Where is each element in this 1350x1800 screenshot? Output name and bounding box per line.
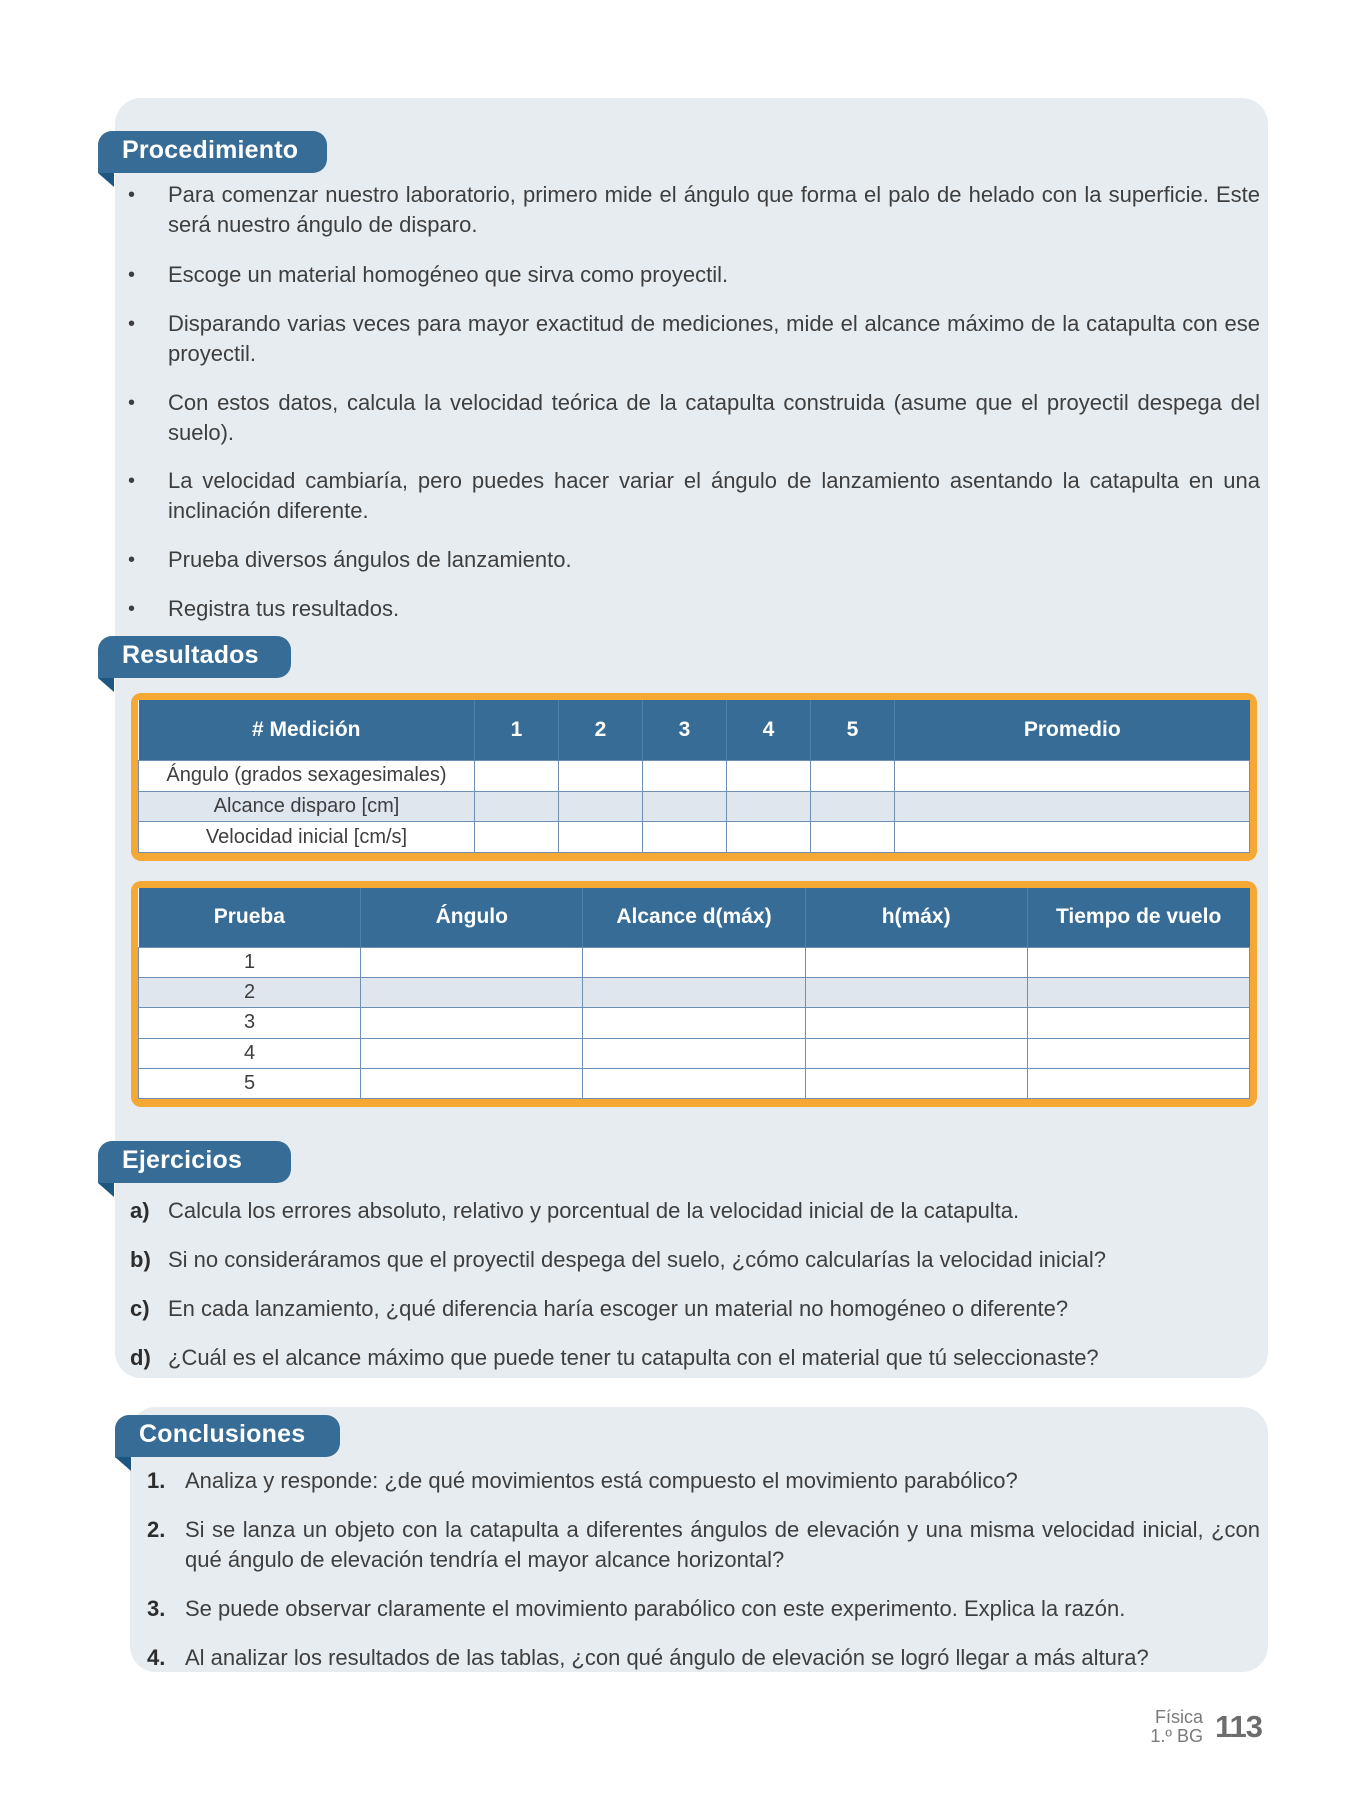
table-row [139,1068,1250,1098]
column-header: 5 [811,700,895,760]
list-item: 1. Analiza y responde: ¿de qué movimientos está compuesto el movimiento parabólico? [147,1468,1018,1493]
empty-cell[interactable] [1027,947,1249,977]
empty-cell[interactable] [805,978,1027,1008]
list-item: • Escoge un material homogéneo que sirva como proyectil. [120,260,1260,290]
row-label: 3 [139,1008,361,1038]
row-label: Alcance disparo [cm] [139,791,475,822]
trials-table-frame [131,881,1257,1107]
bullet-icon: • [128,392,136,414]
row-label: 1 [139,947,361,977]
bullet-icon: • [128,470,136,492]
column-header: Alcance d(máx) [583,888,805,947]
empty-cell[interactable] [1027,1008,1249,1038]
empty-cell[interactable] [727,822,811,853]
list-item: 4. Al analizar los resultados de las tablas, ¿con qué ángulo de elevación se logró llegar a más altura? [147,1645,1149,1670]
empty-cell[interactable] [643,822,727,853]
section-title-resultados: Resultados [98,636,291,678]
row-label: 2 [139,978,361,1008]
table-header-row [139,700,1250,760]
empty-cell[interactable] [583,1008,805,1038]
empty-cell[interactable] [1027,978,1249,1008]
bullet-icon: • [128,184,136,206]
empty-cell[interactable] [811,822,895,853]
column-header: # Medición [139,700,475,760]
empty-cell[interactable] [583,947,805,977]
column-header: 4 [727,700,811,760]
section-title-procedimiento: Procedimiento [98,131,327,173]
empty-cell[interactable] [559,760,643,791]
measurement-table [138,700,1250,853]
row-label: 5 [139,1068,361,1098]
bullet-icon: • [128,549,136,571]
table-row [139,760,1250,791]
column-header: 1 [475,700,559,760]
list-item: d) ¿Cuál es el alcance máximo que puede tener tu catapulta con el material que tú seleccionaste? [130,1345,1099,1370]
measurement-table-frame [131,693,1257,861]
empty-cell[interactable] [361,1068,583,1098]
bullet-icon: • [128,598,136,620]
empty-cell[interactable] [1027,1038,1249,1068]
empty-cell[interactable] [361,947,583,977]
list-item: • Prueba diversos ángulos de lanzamiento. [120,545,1260,575]
column-header: Tiempo de vuelo [1027,888,1249,947]
empty-cell[interactable] [805,947,1027,977]
bullet-icon: • [128,313,136,335]
list-item: • Con estos datos, calcula la velocidad teórica de la catapulta construida (asume que el proyectil despega del suelo). [120,388,1260,448]
section-title-conclusiones: Conclusiones [115,1415,340,1457]
empty-cell[interactable] [727,791,811,822]
list-item: • La velocidad cambiaría, pero puedes hacer variar el ángulo de lanzamiento asentando la catapulta en una inclinación diferente. [120,466,1260,526]
empty-cell[interactable] [643,760,727,791]
table-row [139,1038,1250,1068]
list-item: a) Calcula los errores absoluto, relativo y porcentual de la velocidad inicial de la catapulta. [130,1198,1020,1223]
page-footer [1150,1708,1262,1746]
empty-cell[interactable] [475,760,559,791]
row-label: Velocidad inicial [cm/s] [139,822,475,853]
column-header: Ángulo [361,888,583,947]
empty-cell[interactable] [1027,1068,1249,1098]
column-header: 2 [559,700,643,760]
list-item: b) Si no consideráramos que el proyectil despega del suelo, ¿cómo calcularías la velocidad inicial? [130,1247,1106,1272]
empty-cell[interactable] [727,760,811,791]
column-header: 3 [643,700,727,760]
empty-cell[interactable] [361,1038,583,1068]
table-header-row [139,888,1250,947]
empty-cell[interactable] [811,791,895,822]
list-item: 3. Se puede observar claramente el movimiento parabólico con este experimento. Explica la razón. [147,1596,1126,1621]
empty-cell[interactable] [559,822,643,853]
table-row [139,947,1250,977]
column-header: Promedio [895,700,1250,760]
table-row [139,978,1250,1008]
empty-cell[interactable] [559,791,643,822]
empty-cell[interactable] [895,791,1250,822]
row-label: Ángulo (grados sexagesimales) [139,760,475,791]
list-item: • Registra tus resultados. [120,594,1260,624]
empty-cell[interactable] [475,822,559,853]
empty-cell[interactable] [805,1008,1027,1038]
subject-label: Física [1154,1707,1203,1727]
empty-cell[interactable] [583,1038,805,1068]
empty-cell[interactable] [475,791,559,822]
section-title-ejercicios: Ejercicios [98,1141,291,1183]
bullet-icon: • [128,264,136,286]
table-row [139,791,1250,822]
empty-cell[interactable] [361,1008,583,1038]
list-item: • Para comenzar nuestro laboratorio, primero mide el ángulo que forma el palo de helado con la superficie. Este será nuestro ángulo de disparo. [120,180,1260,240]
table-row [139,1008,1250,1038]
table-row [139,822,1250,853]
grade-label: 1.º BG [1150,1726,1203,1746]
column-header: h(máx) [805,888,1027,947]
empty-cell[interactable] [583,978,805,1008]
row-label: 4 [139,1038,361,1068]
list-item: c) En cada lanzamiento, ¿qué diferencia haría escoger un material no homogéneo o diferente? [130,1296,1069,1321]
empty-cell[interactable] [895,760,1250,791]
page-number: 113 [1214,1709,1262,1744]
empty-cell[interactable] [805,1038,1027,1068]
empty-cell[interactable] [583,1068,805,1098]
empty-cell[interactable] [811,760,895,791]
trials-table [138,888,1250,1099]
list-item: • Disparando varias veces para mayor exactitud de mediciones, mide el alcance máximo de la catapulta con ese proyectil. [120,309,1260,369]
empty-cell[interactable] [805,1068,1027,1098]
empty-cell[interactable] [895,822,1250,853]
list-item: 2. Si se lanza un objeto con la catapulta a diferentes ángulos de elevación y una misma velocidad inicial, ¿con qué ángulo de elevación tendría el mayor alcance horizontal? [147,1517,1260,1572]
empty-cell[interactable] [361,978,583,1008]
empty-cell[interactable] [643,791,727,822]
column-header: Prueba [139,888,361,947]
footer-subject-info [1150,1708,1203,1746]
